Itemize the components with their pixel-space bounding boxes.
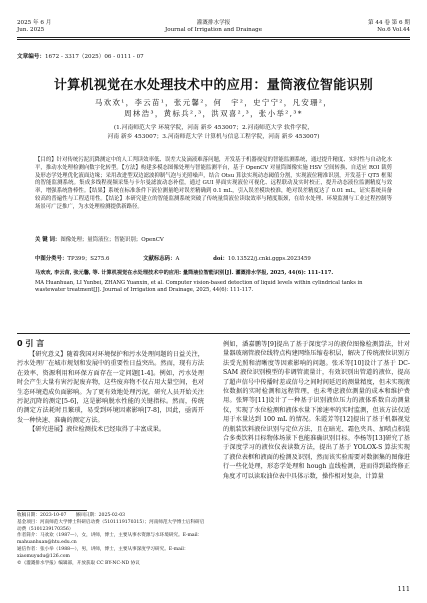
doc-code-value: A: [175, 256, 180, 262]
affiliation-line-1: (1.河南师范大学 环境学院，河南 新乡 453007；2.河南师范大学 软件学院，: [113, 125, 314, 131]
doc-code-label: 文献标志码：: [143, 256, 176, 262]
keywords-value: 图像处理；量筒液位；智能识别；OpenCV: [60, 237, 164, 243]
header-rule: [17, 37, 410, 38]
author-list: [0, 98, 427, 120]
running-header: [17, 20, 410, 34]
clc: [35, 256, 125, 262]
article-number: [17, 52, 144, 60]
header-date-cn: 2025 年 6 月: [17, 20, 52, 26]
page-number: 111: [397, 585, 410, 593]
header-rule-thin: [17, 39, 410, 40]
clc-value: TP399；S275.6: [67, 256, 110, 262]
left-column: [17, 350, 204, 435]
clc-label: 中图分类号：: [35, 256, 68, 262]
citation-cn: 马欢欢, 李云苗, 张元馨, 等. 计算机视觉在水处理技术中的应用: 量筒液位智能识别[J]. 灌溉排水学报, 2025, 44(6): 111-117.: [35, 270, 334, 276]
header-date-en: Jun. 2025: [17, 26, 45, 33]
keywords: [35, 237, 392, 245]
affiliation-line-2: 河南 新乡 453007；3.河南师范大学 计算机与信息工程学院，河南 新乡 453007): [107, 133, 320, 140]
author-line-2: 周林浩³，黄标兵²,³，洪双喜²,³，张小举²,³*: [124, 108, 303, 118]
right-column: [223, 340, 410, 481]
author-line-1: 马欢欢¹，李云苗¹，张元馨²，何 宇²，史宁宁²，凡安珊²，: [94, 98, 333, 107]
doi-value: 10.13522/j.cnki.ggps.2023459: [227, 256, 311, 262]
keywords-label: 关 键 词：: [35, 237, 61, 243]
doc-code: [143, 256, 195, 262]
classification-row: [35, 256, 392, 264]
right-paragraph-1: 例如，潘嘉鹏等[9]提出了基于深度学习的液位图像检测算法，针对量器玻璃管液位线特点构建网络压缩卷积层，解决了传统液位识别方法受光照和清晰度等因素影响的问题。张禾等[10]设计了基于 DC-SAM 液位识别模型的非调管流量计，有效识别出管道的液位，提高了超声信号中传播时差或信号之间时间延迟的测量精度，但未实现液位数据的实时检测和远程管理，也未考虑液位测量的成本和维护费用。张辉等[11]设计了一种基于识别液位压力的液体系数自动测量仪，实现了水位检测和液体水量下渗速率的实时监测，但该方法仅适用于水量达到 100 mL 的情况。朱霞芳等[12]提出了基于机器视觉的瓶装饮料液位识别与定位方法，且在暗光、霜色夹具、加喷点积混合多类饮料目标物体场景下也能准确识别目标。李杨等[13]研究了基于深度学习的液位仪表读数方法，提出了基于 YOLOX-S 算法实现了液位表框和液面的检测及识别，然而该实验需要对数据集的图像进行一些化处理，形态学处理和 hough 直线检测，进而得到最终修正角度才可以读取油位表中具体示数，操作相对复杂，计算量: [223, 341, 410, 480]
affiliations: [40, 124, 387, 141]
citation-block: [35, 270, 392, 295]
doi: [213, 256, 327, 262]
body-rule: [17, 333, 410, 334]
doi-label: doi：: [213, 256, 228, 262]
abstract: 【目的】针对传统污泥沉降测定中的人工判读效率低、误差大及滴液难落问题，开发基于机器视觉的智能监测系统，通过提升精度、实时性与自动化水平，推动水处理检测向数字化转型。【方法】构建多模态图像处理与智能监测平台，基于 OpenCV 对量筒图像实施 HSV 空间转换、自适应 ROI 裁剪及形态学处理优化液面边缘；采用改进型双边滤波抑制气泡与光照噪声，结合 Otsu 算法实现动态阈值分割，实现液位精准识别，开发基于 QT5 框架的智能监测系统。集成多线程视频采集与卡尔曼滤波动态补偿，通过 GUI 界面实现液位可视化、远程联动及实时校正，提升动态液位监测精度与效率，增强系统鲁棒性。【结果】系统在标准条件下液位测量绝对误差精确到 0.1 mL，引入误差模块校准，绝对误差精度达了 0.01 mL，证实系统具备较高的普遍性与工程适用性。【结论】本研究建立的智能监测系统突破了传统量筒液位读取效率与精度瓶颈，在给水处理、环境监测与工业过程控制等场景可广泛推广，为水处理检测提供新路径。: [35, 157, 392, 210]
footnote: 收稿日期：2023-10-07 修回日期：2025-02-03 基金项目：河南师范大学博士科研启动费（5101119170315）；河南师范大学博士后科研启动费（5101239170356） 作者简介：马欢欢（1987—），女，讲师，博士，主要从事水资源与水环境研究。E-mail：mahuanhuan@htu.edu.cn 通信作者：张小举（1988—），男，讲师，博士，主要从事深度学习研究。E-mail：xiaomuyudu@126.com ©《灌溉排水学报》编辑部，开放获取 CC BY-NC-ND 协议: [17, 513, 205, 566]
footnote-rule: [17, 510, 87, 511]
header-journal-en: Journal of Irrigation and Drainage: [164, 26, 263, 33]
header-volume: [368, 20, 410, 33]
header-journal-cn: 灌溉排水学报: [196, 20, 231, 26]
article-number-value: 1672 - 3317（2025）06 - 0111 - 07: [44, 54, 144, 60]
citation-en: MA Huanhuan, LI Yunbei, ZHANG Yuanxin, et al. Computer vision-based detection of liquid levels within cylindrical tanks in wastewater treatment[J]. Journal of Irrigation and Drainage, 2025, 44(6): 111-117.: [35, 280, 363, 294]
left-paragraph-1: 【研究意义】随着我国对环境保护和污水处理问题的日益关注，污水处理厂在城市规划和发展中的重要性日益突出。然而，现有方法在效率、资源利用和环保方面存在一定问题[1-4]。例如，污水处理时会产生大量有害污泥废弃物，这些废弃物不仅占用大量空间，也对生态环境造成负面影响。为了更有效地处理污泥，研究人员开始关注污泥沉降的测定[5-6]，这是影响脱水性能的关键指标。然而，传统的测定方法耗时且繁琐，易受到环境因素影响[7-8]，因此，亟需开发一种快速、准确的测定方法。: [17, 351, 204, 424]
section-heading: 0 引 言: [17, 339, 45, 348]
left-paragraph-2: 【研究进展】液位检测技术已经取得了丰富成果。: [29, 426, 166, 434]
article-number-label: 文章编号：: [17, 54, 45, 60]
header-journal: [17, 20, 410, 33]
paper-title: 计算机视觉在水处理技术中的应用：量筒液位智能识别: [53, 78, 374, 93]
header-volume-cn: 第 44 卷 第 6 期: [368, 20, 410, 26]
header-volume-en: No.6 Vol.44: [377, 26, 410, 33]
